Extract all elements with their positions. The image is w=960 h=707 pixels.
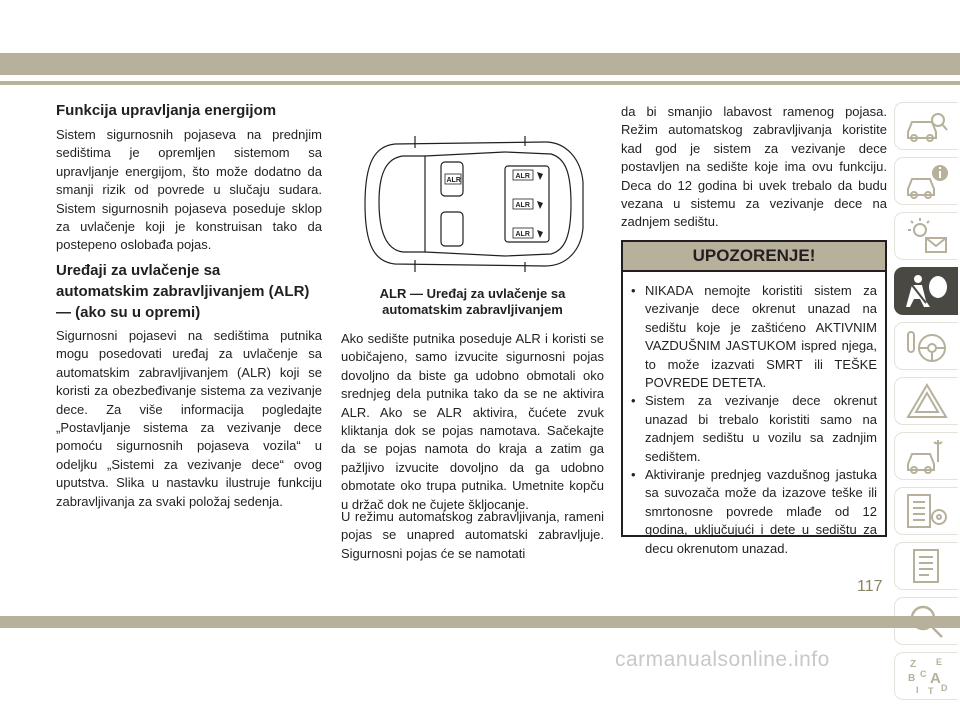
footer-band: [0, 616, 960, 628]
paragraph-alr-usage: Ako sedište putnika poseduje ALR i koristi se uobičajeno, samo izvucite sigurnosni pojas dovoljno da biste ga udobno obmotali oko srednjeg dela putnika tako da se ne aktivira ALR. Ako se ALR aktivira, čućete zvuk kliktanja dok se pojas namotava. Sačekajte da se pojas namota do kraja a zatim ga pažljivo izvucite dovoljno da ga udobno obmotate oko trupa putnika. Umetnite kopču u držač dok ne čujete škljocanje.: [341, 331, 604, 512]
document-list-icon: [904, 546, 950, 586]
seatbelt-airbag-icon: [904, 271, 950, 311]
index-letter: D: [940, 683, 947, 693]
tab-driving[interactable]: [894, 322, 958, 370]
warning-item: • NIKADA nemojte koristiti sistem za vezivanje dece okrenut unazad na sedištu koje je zaštićeno AKTIVNIM VAZDUŠNIM JASTUKOM ispred njega, to može izazvati SMRT ili TEŠKE POVREDE DETETA.: [631, 283, 877, 391]
warning-item: • Sistem za vezivanje dece okrenut unazad bi trebalo koristiti samo na zadnjem sedištu u vozilu sa zadnjim sedištem.: [631, 393, 877, 464]
steering-wheel-icon: [904, 326, 950, 366]
checklist-gear-icon: [904, 491, 950, 531]
header-rule: [0, 81, 960, 85]
car-search-icon: [904, 106, 950, 146]
paragraph-alr-intro: Sigurnosni pojasevi na sedištima putnika mogu posedovati uređaj za uvlačenje sa automatskim zabravljivanjem (ALR) koji se koristi za obezbeđivanje sistema za vezivanje dece. Za više informacija pogledajte „Postavljanje sistema za vezivanje dece pomoću sigurnosnih pojaseva vozila“ u odeljku „Sistemi za vezivanje dece“ ovog uputstva. Slika u nastavku ilustruje funkciju zabravljivanja za svaki položaj sedenja.: [56, 328, 322, 509]
paragraph-auto-lock-cont: da bi smanjio labavost ramenog pojasa. Režim automatskog zabravljivanja koristite kad god je sistem za vezivanje dece postavljen na sedište koje ima ovu funkciju. Deca do 12 godina bi uvek trebalo da budu vezana u sistemu za vezivanje dece na zadnjem sedištu.: [621, 104, 887, 230]
index-letter: T: [927, 686, 933, 696]
index-letter: E: [935, 657, 942, 667]
index-letter: C: [919, 669, 926, 679]
index-letter: Z: [909, 659, 916, 670]
page-number: 117: [857, 578, 883, 595]
warning-triangle-icon: [904, 381, 950, 421]
paragraph-energy: Sistem sigurnosnih pojaseva na prednjim sedištima je opremljen sistemom sa upravljanje energijom, što može dodatno da smanji rizik od povrede u slučaju sudara. Sistem sigurnosnih pojaseva poseduje sklop za uvlačenje koji je konstruisan tako da postepeno oslobađa pojas.: [56, 127, 322, 253]
alr-label-rear-right: ALR: [515, 231, 530, 238]
car-wrench-icon: [904, 436, 950, 476]
watermark: carmanualsonline.info: [615, 648, 830, 671]
tab-controls[interactable]: [894, 212, 958, 260]
section-heading-alr: Uređaji za uvlačenje sa automatskim zabravljivanjem (ALR) — (ako su u opremi): [56, 262, 310, 321]
tab-specifications[interactable]: [894, 487, 958, 535]
alr-label-rear-left: ALR: [515, 173, 530, 180]
index-letter: B: [907, 673, 915, 684]
light-mail-icon: [904, 216, 950, 256]
tab-safety[interactable]: [894, 267, 958, 315]
tab-customer-assistance[interactable]: [894, 542, 958, 590]
alr-label-rear-center: ALR: [515, 202, 530, 209]
index-letters-icon: [904, 656, 950, 696]
warning-title: UPOZORENJE!: [623, 242, 885, 272]
tab-service[interactable]: [894, 432, 958, 480]
index-letter: A: [929, 670, 941, 687]
section-heading-energy: Funkcija upravljanja energijom: [56, 102, 277, 119]
figure-caption: ALR — Uređaj za uvlačenje sa automatskim zabravljivanjem: [379, 286, 566, 317]
tab-emergency[interactable]: [894, 377, 958, 425]
car-info-icon: [904, 161, 950, 201]
header-band: [0, 53, 960, 75]
tab-vehicle-info[interactable]: [894, 102, 958, 150]
alr-seat-figure: [355, 132, 591, 277]
tab-index[interactable]: [894, 652, 958, 700]
index-letter: I: [915, 685, 919, 695]
warning-box: [621, 240, 887, 556]
warning-item: • Aktiviranje prednjeg vazdušnog jastuka sa suvozača može da izazove teške ili smrtonosne povrede mlađe od 12 godina, uključujući i dete u sedištu za decu okrenutom unazad.: [631, 467, 877, 556]
alr-label-front: ALR: [446, 177, 461, 184]
paragraph-auto-lock: U režimu automatskog zabravljivanja, rameni pojas se unapred automatski zabravljuje. Sigurnosni pojas će se namotati: [341, 509, 604, 561]
tab-warning-lights[interactable]: [894, 157, 958, 205]
